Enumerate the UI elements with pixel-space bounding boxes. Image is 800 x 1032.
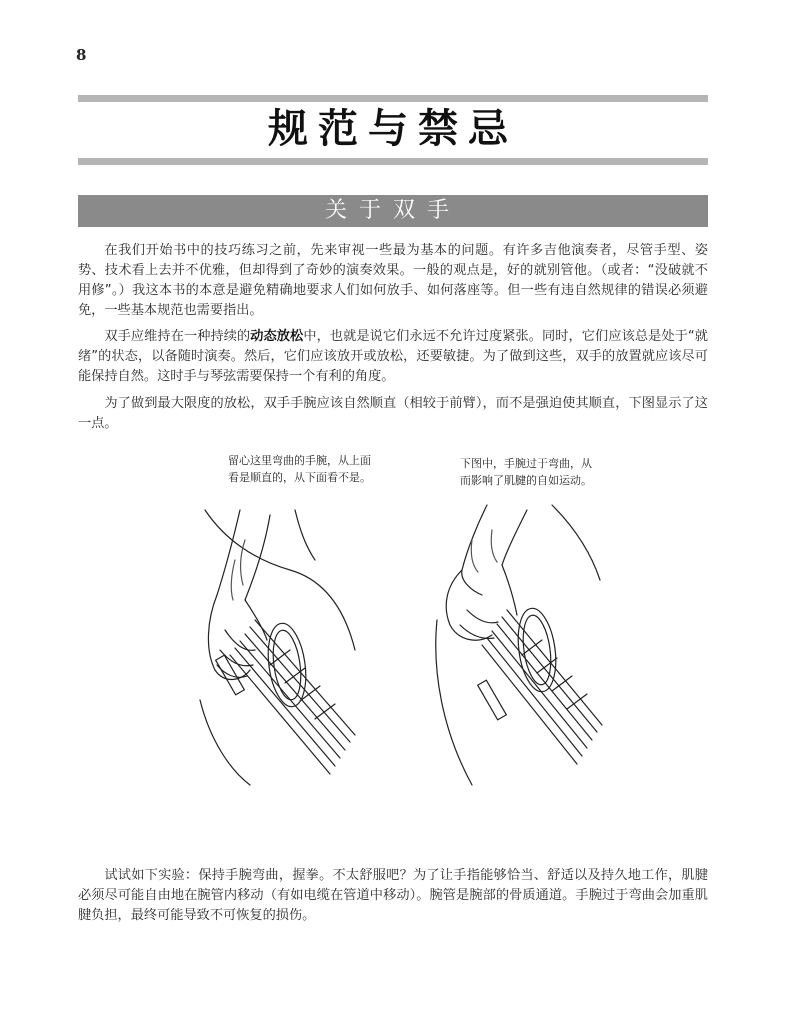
hand-on-guitar-straight-wrist-drawing	[195, 500, 370, 790]
title-rule-top	[78, 95, 708, 102]
page-number: 8	[76, 46, 87, 64]
body-paragraph-4	[78, 866, 708, 926]
caption-line: 下图中，手腕过于弯曲，从	[460, 457, 592, 470]
paragraph-text: 在我们开始书中的技巧练习之前，先来审视一些最为基本的问题。有许多吉他演奏者，尽管手型、姿势、技术看上去并不优雅，但却得到了奇妙的演奏效果。一般的观点是，好的就别管他。（或者：“没破就不用修”。）我这本书的本意是避免精确地要求人们如何放手、如何落座等。但一些有违自然规律的错误必须避免，一些基本规范也需要指出。	[78, 243, 708, 318]
section-header-bar	[78, 195, 708, 227]
paragraph-text: 为了做到最大限度的放松，双手手腕应该自然顺直（相较于前臂），而不是强迫使其顺直，下图显示了这一点。	[78, 396, 708, 431]
emphasis-dynamic-relaxation: 动态放松	[250, 329, 304, 344]
paragraph-text	[78, 327, 708, 387]
figure-caption-left	[228, 452, 398, 486]
figure-caption-right	[460, 455, 620, 489]
caption-line: 看是顺直的，从下面看不是。	[228, 471, 371, 484]
title-rule-bottom	[78, 158, 708, 165]
paragraph-text-start: 双手应维持在一种持续的	[104, 329, 251, 344]
body-paragraph-2	[78, 327, 708, 387]
body-paragraph-1	[78, 241, 708, 321]
caption-line: 而影响了肌腱的自如运动。	[460, 474, 592, 487]
section-title: 关于双手	[324, 198, 461, 223]
chapter-title: 规范与禁忌	[268, 105, 518, 152]
body-paragraph-3	[78, 394, 708, 434]
caption-line: 留心这里弯曲的手腕，从上面	[228, 454, 371, 467]
paragraph-text: 试试如下实验：保持手腕弯曲，握拳。不太舒服吧？为了让手指能够恰当、舒适以及持久地工作，肌腱必须尽可能自由地在腕管内移动（有如电缆在管道中移动）。腕管是腕部的骨质通道。手腕过于弯曲会加重肌腱负担，最终可能导致不可恢复的损伤。	[78, 868, 708, 923]
paragraph-text-end: 中，也就是说它们永远不允许过度紧张。同时，它们应该总是处于“就绪”的状态，以备随时演奏。然后，它们应该放开或放松，还要敏捷。为了做到这些，双手的放置就应该尽可能保持自然。这时手与琴弦需要保持一个有利的角度。	[78, 329, 708, 384]
hand-on-guitar-bent-wrist-drawing	[432, 500, 610, 790]
